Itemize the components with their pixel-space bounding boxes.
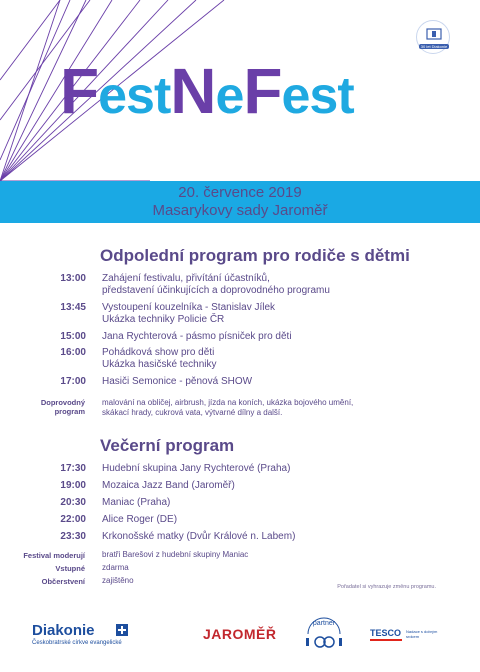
title-letter: e xyxy=(98,67,127,125)
jaromer-logo: JAROMĚŘ xyxy=(203,626,277,642)
description-line: Hasiči Semonice - pěnová SHOW xyxy=(102,376,253,387)
tesco-logo xyxy=(370,628,440,648)
anniversary-badge xyxy=(416,20,450,54)
event-place: Masarykovy sady Jaroměř xyxy=(152,202,328,219)
description-line: Ukázka techniky Policie ČR xyxy=(102,314,225,325)
schedule-time: 16:00 xyxy=(60,347,86,358)
title-letter: F xyxy=(60,55,99,127)
evening-heading: Večerní program xyxy=(100,436,235,455)
schedule-description xyxy=(102,463,442,475)
schedule-description xyxy=(102,347,442,371)
info-value: zdarma xyxy=(102,563,129,572)
description-line: Vystoupení kouzelníka - Stanislav Jílek xyxy=(102,302,276,313)
title-letter: t xyxy=(153,67,171,125)
title-letter: s xyxy=(309,67,338,125)
title-letter: e xyxy=(281,67,310,125)
title-letter: F xyxy=(243,55,282,127)
tesco-subtitle: Nadace s dobrým srdcem xyxy=(406,629,438,639)
side-program-label: Doprovodný program xyxy=(40,398,85,416)
diakonie-logo xyxy=(32,622,142,652)
description-line: Jana Rychterová - pásmo písniček pro děti xyxy=(102,331,292,342)
cross-icon xyxy=(116,624,128,636)
diakonie-anniversary-icon xyxy=(423,28,445,44)
schedule-description xyxy=(102,302,442,326)
schedule-time: 17:00 xyxy=(60,376,86,387)
title-letter: s xyxy=(126,67,154,125)
schedule-time: 17:30 xyxy=(60,463,86,474)
description-line: Maniac (Praha) xyxy=(102,497,171,508)
schedule-description xyxy=(102,514,442,526)
afternoon-heading: Odpolední program pro rodiče s dětmi xyxy=(100,246,410,265)
date-banner xyxy=(0,181,480,223)
title-letter: N xyxy=(170,55,216,127)
schedule-description xyxy=(102,480,442,492)
partner-label: partner xyxy=(312,620,336,627)
schedule-description xyxy=(102,331,442,343)
info-label: Občerstvení xyxy=(41,577,85,586)
description-line: Ukázka hasičské techniky xyxy=(102,359,217,370)
title-letter: t xyxy=(337,67,354,125)
description-line: Alice Roger (DE) xyxy=(102,514,178,525)
description-line: Pohádková show pro děti xyxy=(102,347,215,358)
schedule-time: 13:45 xyxy=(60,302,86,313)
diakonie-subtitle: Českobratrské církve evangelické xyxy=(32,640,122,646)
schedule-description xyxy=(102,273,442,297)
festival-title xyxy=(60,56,480,126)
info-label: Vstupné xyxy=(55,564,85,573)
partner-logo xyxy=(300,612,348,658)
info-value: bratři Barešovi z hudební skupiny Maniac xyxy=(102,550,249,559)
tesco-name: TESCO xyxy=(370,628,402,638)
schedule-description xyxy=(102,531,442,543)
info-value: zajištěno xyxy=(102,576,134,585)
disclaimer-note: Pořadatel si vyhrazuje změnu programu. xyxy=(337,584,436,590)
description-line: Krkonošské matky (Dvůr Králové n. Labem) xyxy=(102,531,296,542)
title-letter: e xyxy=(215,67,244,125)
schedule-time: 15:00 xyxy=(60,331,86,342)
schedule-description xyxy=(102,376,442,388)
info-label: Festival moderují xyxy=(23,551,85,560)
badge-label: 30 let Diakonie xyxy=(420,44,448,49)
schedule-time: 23:30 xyxy=(60,531,86,542)
schedule-description xyxy=(102,497,442,509)
event-date: 20. července 2019 xyxy=(178,184,302,201)
description-line: Mozaica Jazz Band (Jaroměř) xyxy=(102,480,235,491)
schedule-time: 22:00 xyxy=(60,514,86,525)
side-program-text: malování na obličej, airbrush, jízda na koních, ukázka bojového umění, skákací hrady, cukrová vata, výtvarné dílny a další. xyxy=(102,398,354,417)
schedule-time: 13:00 xyxy=(60,273,86,284)
tesco-stripe xyxy=(370,639,402,641)
schedule-time: 20:30 xyxy=(60,497,86,508)
description-line: Hudební skupina Jany Rychterové (Praha) xyxy=(102,463,291,474)
description-line: představení účinkujících a doprovodného programu xyxy=(102,285,330,296)
diakonie-name: Diakonie xyxy=(32,622,95,639)
schedule-time: 19:00 xyxy=(60,480,86,491)
description-line: Zahájení festivalu, přivítání účastníků, xyxy=(102,273,270,284)
